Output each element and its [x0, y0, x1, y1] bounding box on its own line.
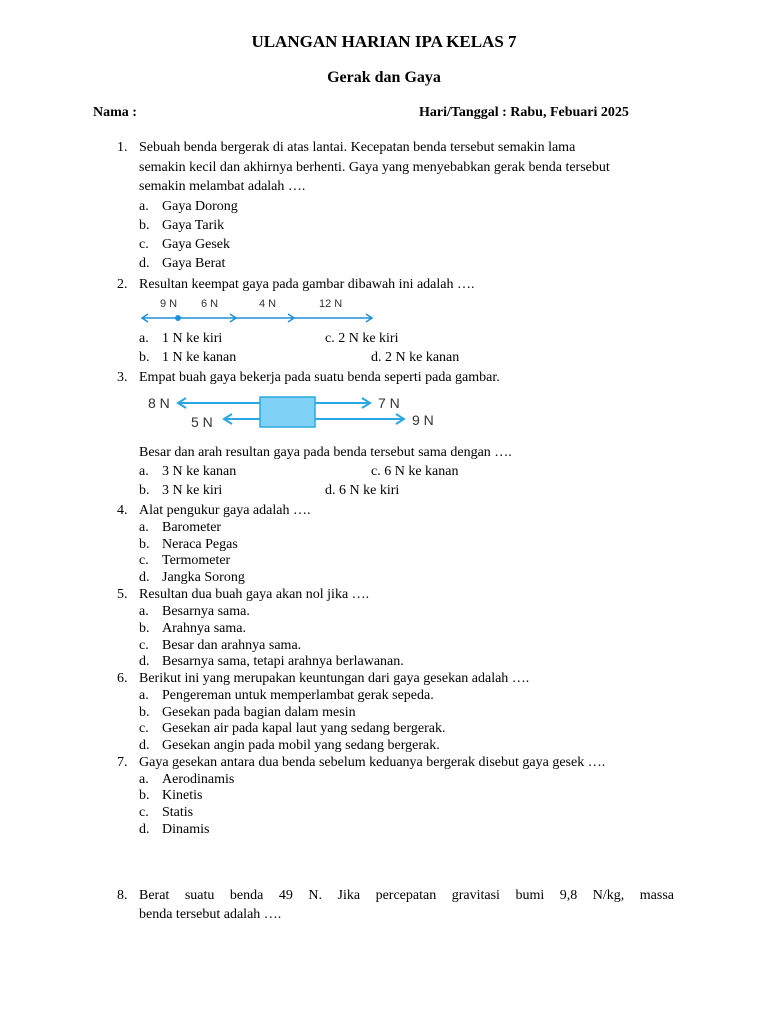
option-label: d. [139, 738, 150, 753]
option-text: Termometer [162, 553, 231, 568]
option-label: a. [139, 604, 149, 619]
exam-title: ULANGAN HARIAN IPA KELAS 7 [251, 32, 517, 51]
force-line-figure [140, 295, 380, 327]
option-text: Dinamis [162, 822, 210, 837]
tanggal-label: Hari/Tanggal : Rabu, Febuari 2025 [419, 105, 629, 120]
option-text: Arahnya sama. [162, 621, 246, 636]
force-label: 8 N [148, 395, 170, 411]
option-text: Pengereman untuk memperlambat gerak sepeda. [162, 688, 434, 703]
question-text: Alat pengukur gaya adalah …. [139, 503, 311, 518]
option-label: d. [139, 654, 150, 669]
option-label: b. [139, 218, 150, 233]
option-text: Gesekan pada bagian dalam mesin [162, 705, 356, 720]
option-text: 3 N ke kanan [162, 464, 237, 479]
force-label: 5 N [191, 414, 213, 430]
force-box-figure [140, 391, 450, 435]
option-label: a. [139, 688, 149, 703]
question-text: Gaya gesekan antara dua benda sebelum keduanya bergerak disebut gaya gesek …. [139, 755, 606, 770]
option-text: Gaya Berat [162, 256, 226, 271]
question-number: 3. [117, 370, 128, 385]
question-text: Berikut ini yang merupakan keuntungan dari gaya gesekan adalah …. [139, 671, 530, 686]
question-text: semakin kecil dan akhirnya berhenti. Gaya yang menyebabkan gerak benda tersebut [139, 160, 610, 175]
question-text: Resultan keempat gaya pada gambar dibawah ini adalah …. [139, 277, 475, 292]
question-text: Resultan dua buah gaya akan nol jika …. [139, 587, 370, 602]
option-label: c. [139, 237, 149, 252]
option-label: b. [139, 483, 150, 498]
option-text: Besarnya sama, tetapi arahnya berlawanan. [162, 654, 404, 669]
force-label: 6 N [201, 298, 219, 310]
option-text: d. 6 N ke kiri [325, 483, 400, 498]
question-text: Sebuah benda bergerak di atas lantai. Kecepatan benda tersebut semakin lama [139, 140, 576, 155]
option-text: Neraca Pegas [162, 537, 238, 552]
point-icon [176, 316, 180, 320]
option-text: Besar dan arahnya sama. [162, 638, 302, 653]
question-number: 5. [117, 587, 128, 602]
option-text: 1 N ke kiri [162, 331, 223, 346]
force-label: 12 N [319, 298, 343, 310]
option-text: Jangka Sorong [162, 570, 245, 585]
option-text: Gesekan air pada kapal laut yang sedang bergerak. [162, 721, 446, 736]
force-label: 9 N [160, 298, 178, 310]
option-text: Gaya Dorong [162, 199, 238, 214]
question-text: semakin melambat adalah …. [139, 179, 306, 194]
question-number: 6. [117, 671, 128, 686]
option-label: a. [139, 199, 149, 214]
option-text: Barometer [162, 520, 222, 535]
option-text: d. 2 N ke kanan [371, 350, 460, 365]
question-number: 2. [117, 277, 128, 292]
option-label: a. [139, 772, 149, 787]
option-label: b. [139, 705, 150, 720]
option-label: c. [139, 721, 149, 736]
option-label: b. [139, 537, 150, 552]
question-text: benda tersebut adalah …. [139, 907, 282, 922]
option-label: d. [139, 822, 150, 837]
option-text: c. 2 N ke kiri [325, 331, 399, 346]
option-label: a. [139, 464, 149, 479]
question-text: Besar dan arah resultan gaya pada benda tersebut sama dengan …. [139, 445, 512, 460]
option-label: d. [139, 256, 150, 271]
option-label: c. [139, 553, 149, 568]
option-label: a. [139, 331, 149, 346]
option-text: c. 6 N ke kanan [371, 464, 459, 479]
nama-label: Nama : [93, 105, 137, 120]
option-label: b. [139, 350, 150, 365]
question-text: Empat buah gaya bekerja pada suatu benda seperti pada gambar. [139, 370, 500, 385]
option-label: d. [139, 570, 150, 585]
option-text: Statis [162, 805, 194, 820]
option-label: a. [139, 520, 149, 535]
option-text: Gaya Tarik [162, 218, 225, 233]
force-label: 9 N [412, 412, 434, 428]
option-label: b. [139, 621, 150, 636]
option-text: 1 N ke kanan [162, 350, 237, 365]
option-label: b. [139, 788, 150, 803]
option-text: Aerodinamis [162, 772, 235, 787]
question-number: 1. [117, 140, 128, 155]
option-label: c. [139, 638, 149, 653]
exam-subtitle: Gerak dan Gaya [327, 69, 441, 86]
option-text: 3 N ke kiri [162, 483, 223, 498]
option-text: Kinetis [162, 788, 203, 803]
option-text: Gaya Gesek [162, 237, 231, 252]
force-label: 4 N [259, 298, 277, 310]
question-number: 8. [117, 888, 128, 903]
question-text: Berat suatu benda 49 N. Jika percepatan gravitasi bumi 9,8 N/kg, massa [139, 888, 674, 903]
option-label: c. [139, 805, 149, 820]
force-label: 7 N [378, 395, 400, 411]
option-text: Gesekan angin pada mobil yang sedang bergerak. [162, 738, 440, 753]
question-number: 7. [117, 755, 128, 770]
option-text: Besarnya sama. [162, 604, 250, 619]
object-box [260, 397, 315, 427]
question-number: 4. [117, 503, 128, 518]
